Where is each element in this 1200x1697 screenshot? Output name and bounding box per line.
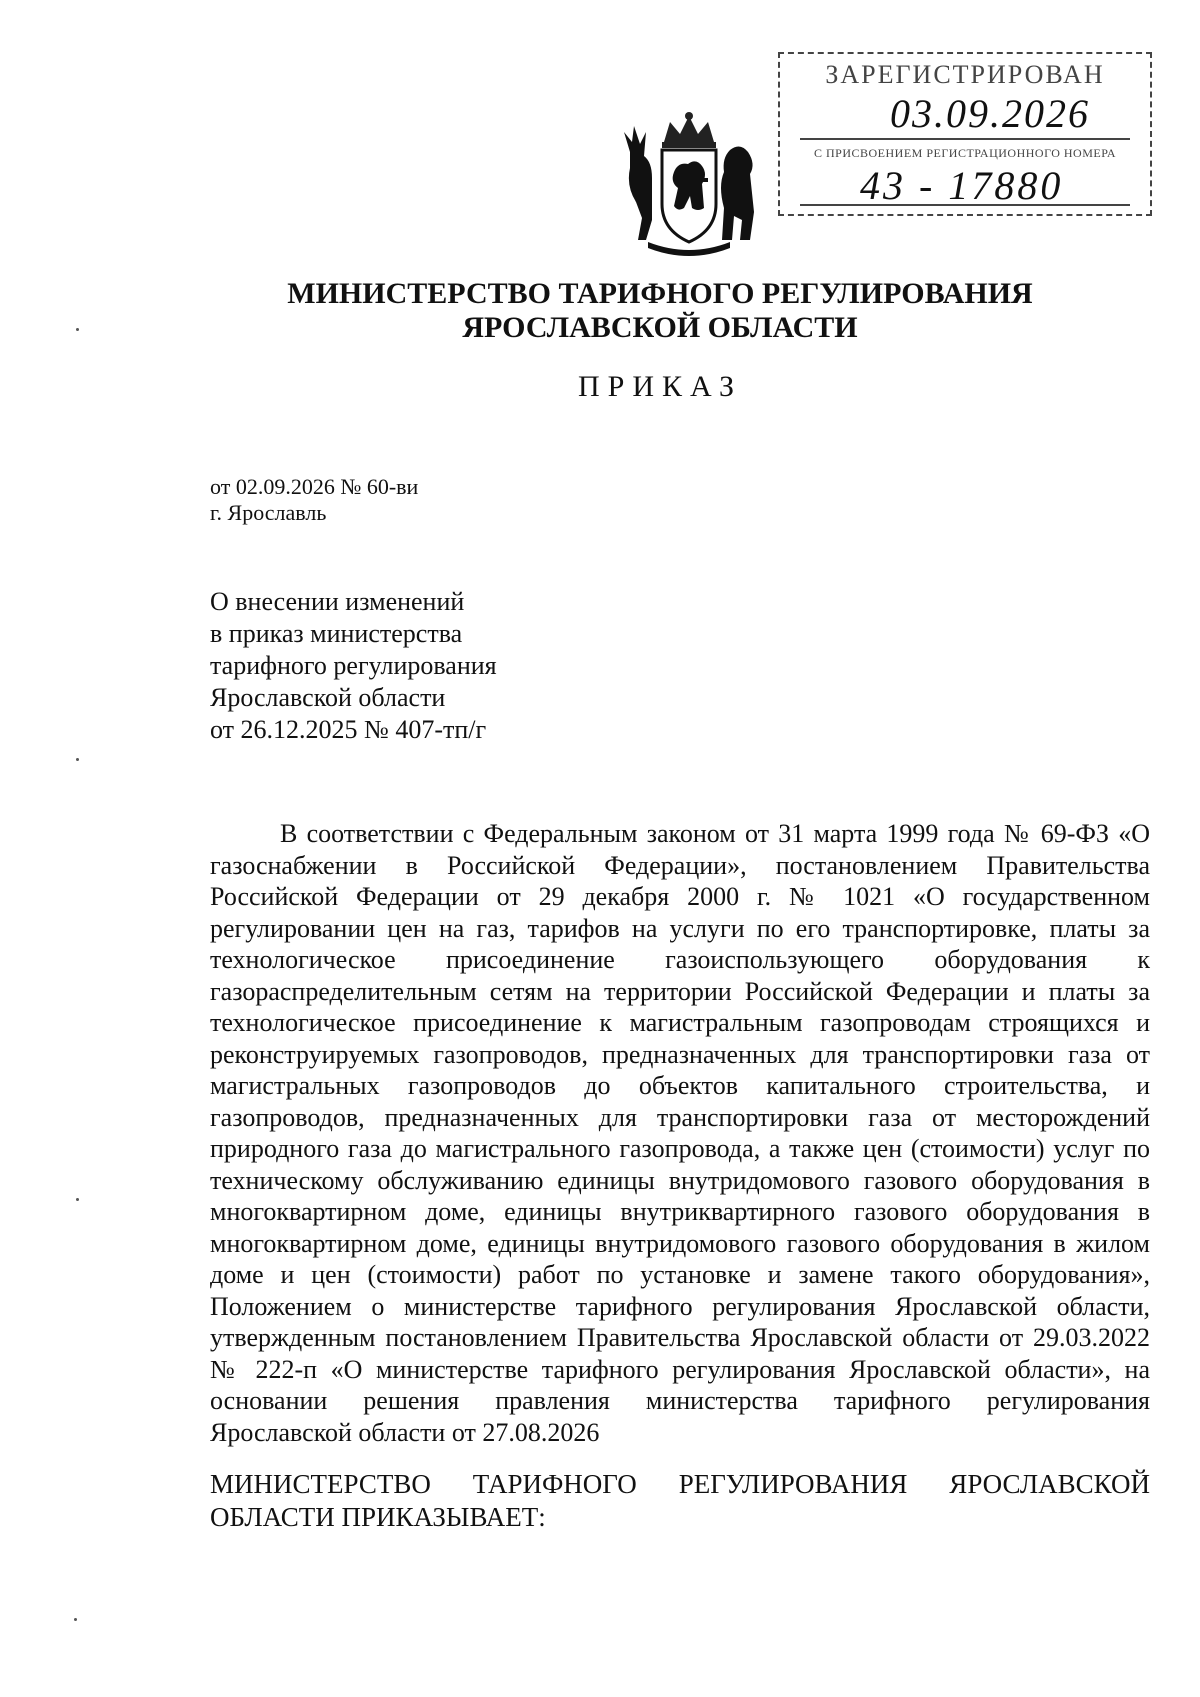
subject-line: от 26.12.2025 № 407-тп/г [210,715,487,744]
preamble-paragraph: В соответствии с Федеральным законом от 31 марта 1999 года № 69-ФЗ «О газоснабжении в Российской Федерации», постановлением Правительства Российской Федерации от 29 декабря 2000 г. № 1021 «О государственном регулировании цен на газ, тарифов на услуги по его транспортировке, платы за технологическое присоединение газоиспользующего оборудования к газораспределительным сетям на территории Российской Федерации и платы за технологическое присоединение к магистральным газопроводам строящихся и реконструируемых газопроводов, предназначенных для транспортировки газа от магистральных газопроводов до объектов капитального строительства, и газопроводов, предназначенных для транспортировки газа от месторождений природного газа до магистрального газопровода, а также цен (стоимости) услуг по техническому обслуживанию единицы внутридомового газового оборудования в многоквартирном доме, единицы внутриквартирного газового оборудования в многоквартирном доме, единицы внутридомового газового оборудования в жилом доме и цен (стоимости) работ по установке и замене такого оборудования», Положением о министерстве тарифного регулирования Ярославской области, утвержденным постановлением Правительства Ярославской области от 29.03.2022 № 222-п «О министерстве тарифного регулирования Ярославской области», на основании решения правления министерства тарифного регулирования Ярославской области от 27.08.2026 [210,819,1150,1447]
scan-speck [76,758,79,761]
scan-speck [76,328,79,331]
subject-line: тарифного регулирования [210,651,497,680]
resolution-line: МИНИСТЕРСТВО ТАРИФНОГО РЕГУЛИРОВАНИЯ ЯРОСЛАВСКОЙ ОБЛАСТИ ПРИКАЗЫВАЕТ: [210,1469,1150,1532]
order-city: г. Ярославль [210,500,327,525]
stamp-title: ЗАРЕГИСТРИРОВАН [825,60,1105,89]
ministry-title-line1: МИНИСТЕРСТВО ТАРИФНОГО РЕГУЛИРОВАНИЯ [287,277,1033,310]
document-type: ПРИКАЗ [578,370,742,403]
stamp-divider [800,138,1130,140]
subject-line: Ярославской области [210,683,446,712]
stamp-number: 43 - 17880 [860,163,1064,208]
scan-speck [76,1198,79,1201]
stamp-date: 03.09.2026 [890,91,1090,136]
ministry-title-line2: ЯРОСЛАВСКОЙ ОБЛАСТИ [462,311,858,344]
stamp-divider [800,204,1130,206]
coat-of-arms-icon [618,112,760,260]
registration-stamp [778,52,1152,216]
order-date-number: от 02.09.2026 № 60-ви [210,474,419,499]
subject-line: О внесении изменений [210,587,465,616]
scan-speck [74,1618,77,1621]
subject-line: в приказ министерства [210,619,463,648]
order-subject [210,586,630,746]
stamp-subtitle: С ПРИСВОЕНИЕМ РЕГИСТРАЦИОННОГО НОМЕРА [813,146,1117,160]
